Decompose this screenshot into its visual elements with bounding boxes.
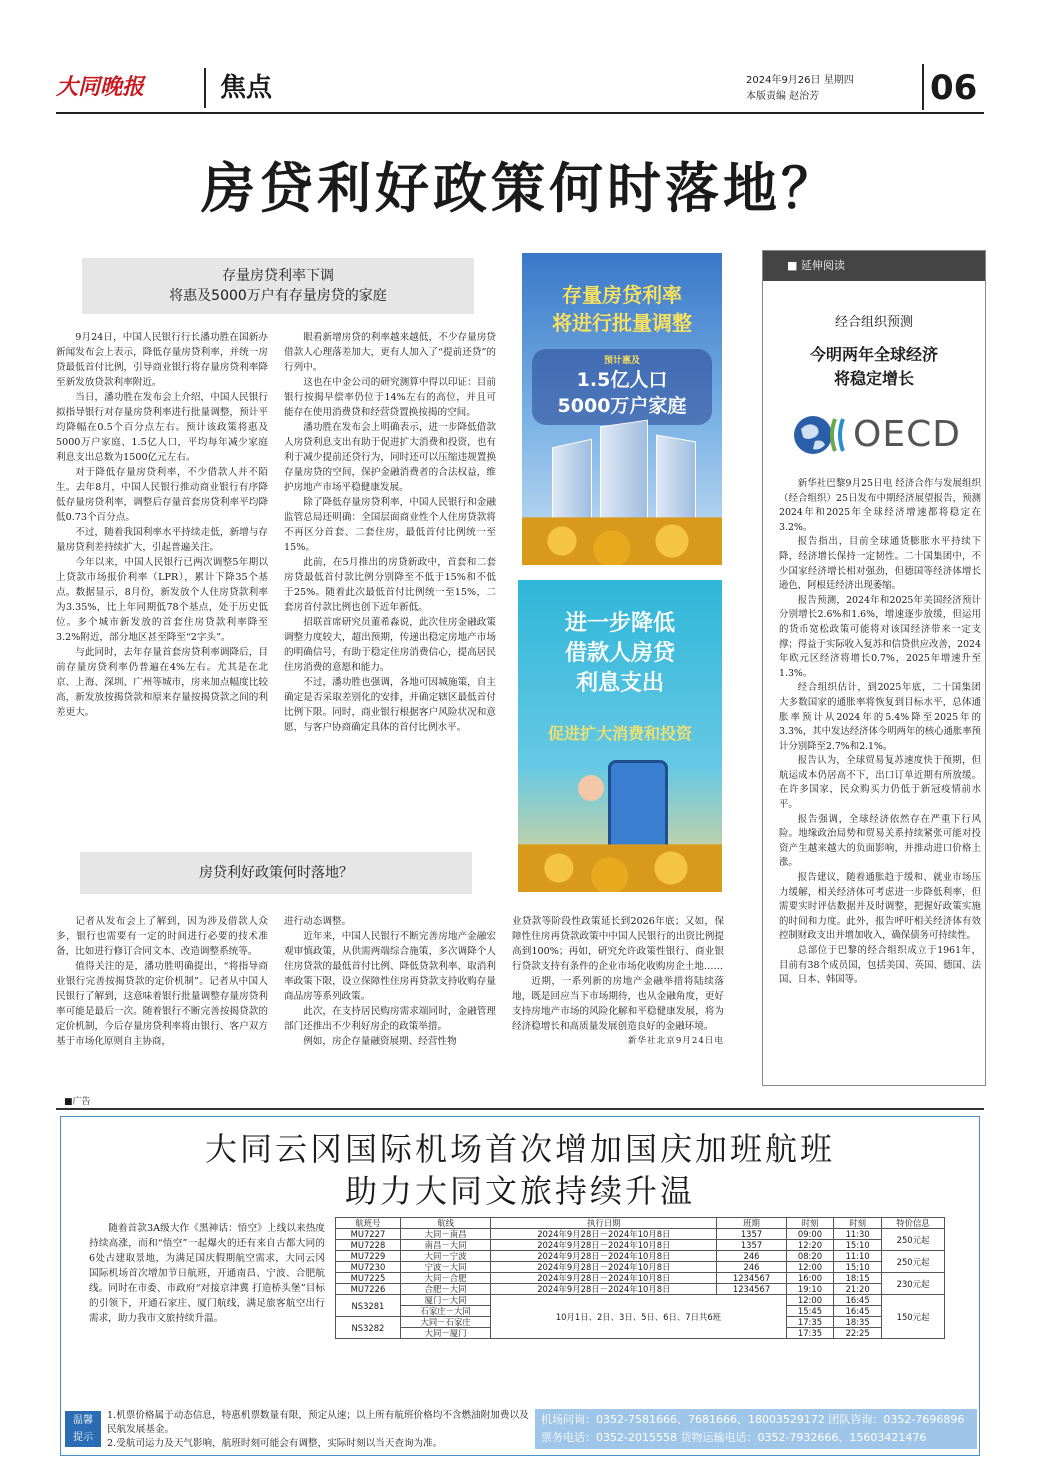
coins-graphic — [518, 812, 722, 892]
section-title: 焦点 — [220, 73, 273, 103]
table-header-row — [336, 1218, 945, 1229]
callout-line: 5000万户家庭 — [557, 395, 687, 417]
departure-time: 12:20 — [786, 1240, 834, 1251]
paragraph: 报告认为，全球贸易复苏速度快于预期，但航运成本仍居高不下，出口订单近期有所放缓。在许多国家，民众购买力仍低于新冠疫情前水平。 — [779, 755, 981, 811]
paragraph: 今年以来，中国人民银行已两次调整5年期以上贷款市场报价利率（LPR），累计下降35个基点。数据显示，8月份，新发放个人住房贷款利率为3.35%，比上年同期低78个基点，处于历史低位。多个城市新发放的首套住房贷款利率降至3.2%附近，部分地区甚至降至“2字头”。 — [56, 557, 268, 643]
oecd-logo-text: OECD — [853, 414, 961, 455]
contact-line: 票务电话：0352-2015558 货物运输电话：0352-7932666、15603421476 — [541, 1431, 927, 1444]
article-column-1 — [56, 330, 268, 720]
paragraph: 总部位于巴黎的经合组织成立于1961年，目前有38个成员国，包括美国、英国、德国、法国、日本、韩国等。 — [779, 945, 981, 986]
issue-date: 2024年9月26日 星期四 — [746, 75, 854, 86]
paragraph: 此前，在5月推出的房贷新政中，首套和二套房贷最低首付款比例分别降至不低于15%和不低于25%。随着此次最低首付比例统一至15%，二套房首付款比例也创下近年新低。 — [284, 557, 496, 613]
departure-time: 12:00 — [786, 1262, 834, 1273]
paragraph: 近期，一系列新的房地产金融举措将陆续落地，既是回应当下市场期待，也从金融角度，更好支持房地产市场的风险化解和平稳健康发展，将为经济稳增长和高质量发展创造良好的金融环境。 — [512, 976, 724, 1032]
flight-route: 南昌－大同 — [400, 1240, 490, 1251]
flight-number: MU7226 — [336, 1284, 401, 1295]
subheading-box: 房贷利好政策何时落地？ — [80, 852, 472, 894]
departure-time: 08:20 — [786, 1251, 834, 1262]
paragraph: 记者从发布会上了解到，因为涉及借款人众多，银行也需要有一定的时间进行必要的技术准备，比如进行修订合同文本、改造调整系统等。 — [56, 916, 268, 957]
paragraph: 此次，在支持居民购房需求端同时，金融管理部门还推出不少利好房企的政策举措。 — [284, 1006, 496, 1032]
paragraph: 近年来，中国人民银行不断完善房地产金融宏观审慎政策，从供需两端综合施策，多次调降个人住房贷款的最低首付比例、降低贷款利率、取消利率政策下限，设立保障性住房再贷款支持收购存量商品房等系列政策。 — [284, 931, 496, 1002]
tips-label — [65, 1411, 101, 1447]
flight-number: MU7229 — [336, 1251, 401, 1262]
flight-route: 大同－宁波 — [400, 1251, 490, 1262]
flight-dates: 2024年9月28日－2024年10月8日 — [491, 1273, 717, 1284]
illustration-title: 借款人房贷 — [564, 641, 675, 666]
paragraph: 与此同时，去年存量首套房贷利率调降后，目前存量房贷利率仍普遍在4%左右。尤其是在北京、上海、深圳、广州等城市，房来加点幅度比较高，新发放按揭贷款和原来存量按揭贷款之间的利差更大。 — [56, 647, 268, 718]
newspaper-logo: 大同晚报 — [56, 74, 145, 100]
paragraph: 除了降低存量房贷利率，中国人民银行和金融监管总局还明确：全国层面商业性个人住房贷款将不再区分首套、二套住房，最低首付比例统一至15%。 — [284, 497, 496, 553]
article-lower-column-3 — [512, 914, 724, 1049]
flight-dates: 2024年9月28日－2024年10月8日 — [491, 1284, 717, 1295]
table-row — [336, 1262, 945, 1273]
arrival-time: 15:10 — [834, 1240, 882, 1251]
paragraph: 业贷款等阶段性政策延长到2026年底；又如，保障性住房再贷款政策中中国人民银行的出资比例提高到100%；再如，研究允许政策性银行、商业银行贷款支持有条件的企业市场化收购房企土地…… — [512, 916, 724, 972]
tip-item: 1.机票价格属于动态信息，特惠机票数量有限，预定从速；以上所有航班价格均不含燃油附加费以及民航发展基金。 — [107, 1410, 529, 1435]
flight-schedule-table — [335, 1217, 945, 1339]
paragraph: 报告建议，随着通胀趋于缓和、就业市场压力缓解，相关经济体可考虑进一步降低利率，但需要实时评估数据并及时调整，把握好政策实施的时间和力度。此外，报告呼吁相关经济体有效控制财政支出并增加收入，确保债务可持续性。 — [779, 872, 981, 942]
departure-time: 09:00 — [786, 1229, 834, 1240]
paragraph: 报告预测，2024年和2025年美国经济预计分别增长2.6%和1.6%，增速逐步放缓，但运用的货币宽松政策可能将对该国经济带来一定支撑；得益于实际收入复苏和信贷供应改善，2024年欧元区经济将增长0.7%，2025年增速升至1.3%。 — [779, 594, 981, 679]
departure-time: 19:10 — [786, 1284, 834, 1295]
flight-route: 大同－南昌 — [400, 1229, 490, 1240]
paragraph: 招联首席研究员董希淼说，此次住房金融政策调整力度较大，超出预期，传递出稳定房地产市场的明确信号，有助于稳定住房消费信心，提高居民住房消费的意愿和能力。 — [284, 617, 496, 673]
illustration-title: 将进行批量调整 — [552, 311, 692, 335]
arrival-time: 22:25 — [834, 1328, 882, 1339]
oecd-logo — [791, 411, 971, 459]
paragraph: 当日，潘功胜在发布会上介绍，中国人民银行拟指导银行对存量房贷利率进行批量调整，预计平均降幅在0.5个百分点左右。预计该政策将惠及5000万户家庭、1.5亿人口，平均每年减少家庭利息支出总数为1500亿元左右。 — [56, 392, 268, 463]
paragraph: 报告指出，目前全球通货膨胀水平持续下降，经济增长保持一定韧性。二十国集团中，不少国家经济增长相对强劲，但德国等经济体增长逊色，阿根廷经济出现萎缩。 — [779, 536, 981, 592]
subheading-box — [82, 258, 474, 314]
departure-time: 16:00 — [786, 1273, 834, 1284]
subheading-line: 将惠及5000万户有存量房贷的家庭 — [169, 288, 387, 304]
departure-time: 15:45 — [786, 1306, 834, 1317]
policy-illustration-rates — [522, 253, 722, 565]
flight-route: 大同－厦门 — [400, 1328, 490, 1339]
arrival-time: 11:10 — [834, 1251, 882, 1262]
page-number: 06 — [930, 68, 978, 108]
departure-time: 17:35 — [786, 1317, 834, 1328]
table-row — [336, 1295, 945, 1306]
article-column-2 — [284, 330, 496, 735]
illustration-title: 进一步降低 — [564, 611, 675, 636]
ad-divider — [56, 1108, 984, 1110]
paragraph: 值得关注的是，潘功胜明确提出，“将指导商业银行完善按揭贷款的定价机制”。记者从中国人民银行了解到，这意味着银行批量调整存量房贷利率可能是最后一次。随着银行不断完善按揭贷款的定价机制，今后存量房贷利率将由银行、客户双方基于市场化原则自主协商， — [56, 961, 268, 1047]
person-graphic — [578, 775, 604, 801]
page-number-divider — [922, 64, 924, 110]
header-divider — [204, 68, 206, 108]
flight-number: NS3281 — [336, 1295, 401, 1317]
arrival-time: 16:45 — [834, 1295, 882, 1306]
flight-days: 1234567 — [717, 1273, 786, 1284]
illustration-callout — [532, 349, 712, 425]
flight-route: 石家庄－大同 — [400, 1306, 490, 1317]
byline: 新华社北京9月24日电 — [627, 1036, 724, 1046]
flight-route: 合肥－大同 — [400, 1284, 490, 1295]
paragraph: 对于降低存量房贷利率，不少借款人并不陌生。去年8月，中国人民银行推动商业银行有序降低存量房贷利率，调整后存量首套房贷利率平均降低0.73个百分点。 — [56, 467, 268, 523]
flight-days: 1357 — [717, 1240, 786, 1251]
article-lower-column-2 — [284, 914, 496, 1049]
sidebar-body — [779, 477, 981, 988]
sidebar-title-line: 今明两年全球经济 — [809, 345, 938, 364]
main-headline: 房贷利好政策何时落地？ — [201, 156, 839, 220]
column-header: 班期 — [717, 1218, 786, 1229]
flight-days: 246 — [717, 1262, 786, 1273]
coins-graphic — [522, 485, 722, 565]
paragraph: 眼看新增房贷的利率越来越低，不少存量房贷借款人心理落差加大，更有人加入了“提前还贷”的行列中。 — [284, 332, 496, 373]
page-editor: 本版责编 赵治芳 — [746, 91, 820, 102]
flight-days: 1357 — [717, 1229, 786, 1240]
tips-text — [107, 1409, 531, 1451]
callout-tag: 预计惠及 — [603, 356, 640, 366]
paragraph: 新华社巴黎9月25日电 经济合作与发展组织（经合组织）25日发布中期经济展望报告，预测2024年和2025年全球经济增速都将稳定在3.2%。 — [779, 478, 981, 533]
price-info: 250元起 — [881, 1251, 944, 1273]
arrival-time: 21:20 — [834, 1284, 882, 1295]
table-row — [336, 1251, 945, 1262]
sidebar-tag: ■ 延伸阅读 — [763, 251, 985, 281]
contact-line: 机场问询：0352-7581666、7681666、18003529172 团队咨询：0352-7696896 — [541, 1413, 965, 1426]
ad-intro: 随着首款3A级大作《黑神话：悟空》上线以来热度持续高涨，而和“悟空”一起爆火的还有来自古都大同的6处古建取景地，为满足国庆假期航空需求，大同云冈国际机场首次增加节日航班，开通南昌、宁波、合肥航线。同时在市委、市政府“对接京津冀 打造桥头堡”目标的引领下，开通石家庄、厦门航线，满足旅客航空出行需求，助力我市文旅持续升温。 — [89, 1223, 325, 1324]
price-info: 230元起 — [881, 1273, 944, 1295]
arrival-time: 16:45 — [834, 1306, 882, 1317]
sidebar-pretitle: 经合组织预测 — [834, 315, 913, 330]
paragraph: 这也在中金公司的研究测算中得以印证：目前银行按揭早偿率仍位于14%左右的高位，并且可能存在使用消费贷和经营贷置换按揭的空间。 — [284, 377, 496, 418]
departure-time: 17:35 — [786, 1328, 834, 1339]
flight-number: NS3282 — [336, 1317, 401, 1339]
flight-dates: 2024年9月28日－2024年10月8日 — [491, 1251, 717, 1262]
flight-days: 1234567 — [717, 1284, 786, 1295]
policy-illustration-interest — [518, 580, 722, 892]
paragraph: 报告强调，全球经济依然存在严重下行风险。地缘政治局势和贸易关系持续紧张可能对投资产生越来越大的负面影响，并推动进口价格上涨。 — [779, 813, 981, 869]
tips-bar — [65, 1407, 977, 1451]
price-info: 250元起 — [881, 1229, 944, 1251]
arrival-time: 18:15 — [834, 1273, 882, 1284]
ad-title: 助力大同文旅持续升温 — [344, 1172, 695, 1210]
column-header: 航班号 — [336, 1218, 401, 1229]
illustration-subtitle: 促进扩大消费和投资 — [547, 724, 692, 743]
flight-number: MU7230 — [336, 1262, 401, 1273]
flight-days: 246 — [717, 1251, 786, 1262]
tip-item: 2.受航司运力及天气影响，航班时刻可能会有调整，实际时刻以当天查询为准。 — [107, 1438, 443, 1449]
paragraph: 不过，随着我国利率水平持续走低，新增与存量房贷利差持续扩大，引起普遍关注。 — [56, 527, 268, 553]
flight-route: 宁波－大同 — [400, 1262, 490, 1273]
page-header — [56, 62, 984, 114]
column-header: 航线 — [400, 1218, 490, 1229]
table-row — [336, 1273, 945, 1284]
flight-schedule: 10月1日、2日、3日、5日、6日、7日共6班 — [491, 1295, 786, 1339]
subheading-line: 存量房贷利率下调 — [222, 268, 334, 284]
illustration-title: 存量房贷利率 — [562, 283, 682, 307]
arrival-time: 15:10 — [834, 1262, 882, 1273]
flight-route: 厦门－大同 — [400, 1295, 490, 1306]
flight-dates: 2024年9月28日－2024年10月8日 — [491, 1240, 717, 1251]
table-row — [336, 1240, 945, 1251]
illustration-title: 利息支出 — [575, 671, 664, 696]
flight-dates: 2024年9月28日－2024年10月8日 — [491, 1229, 717, 1240]
departure-time: 12:00 — [786, 1295, 834, 1306]
airport-advertisement — [60, 1116, 980, 1456]
flight-number: MU7227 — [336, 1229, 401, 1240]
paragraph: 不过，潘功胜也强调，各地可因城施策，自主确定是否采取差别化的安排，并确定辖区最低首付比例下限。同时，商业银行根据客户风险状况和意愿，与客户协商确定具体的首付比例水平。 — [284, 677, 496, 733]
flight-dates: 2024年9月28日－2024年10月8日 — [491, 1262, 717, 1273]
ad-title: 大同云冈国际机场首次增加国庆加班航班 — [204, 1130, 835, 1168]
arrival-time: 11:30 — [834, 1229, 882, 1240]
table-row — [336, 1284, 945, 1295]
paragraph: 经合组织估计，到2025年底，二十国集团大多数国家的通胀率将恢复到目标水平，总体通胀率预计从2024年的5.4%降至2025年的3.3%，其中发达经济体今明两年的核心通胀率预计分别降至2.7%和2.1%。 — [779, 682, 981, 752]
paragraph: 9月24日，中国人民银行行长潘功胜在国新办新闻发布会上表示，降低存量房贷利率，并统一房贷最低首付比例，引导商业银行将存量房贷利率降至新发放贷款利率附近。 — [56, 332, 268, 388]
column-header: 时刻 — [834, 1218, 882, 1229]
callout-line: 1.5亿人口 — [576, 369, 668, 391]
sidebar-title-line: 将稳定增长 — [833, 369, 914, 388]
tips-label-line: 温馨 — [73, 1415, 93, 1426]
contact-info — [535, 1409, 977, 1449]
paragraph: 潘功胜在发布会上明确表示，进一步降低借款人房贷利息支出有助于促进扩大消费和投资，也有利于减少提前还贷行为，同时还可以压缩违规置换存量房贷的空间，保护金融消费者的合法权益，维护房地产市场平稳健康发展。 — [284, 422, 496, 493]
table-row — [336, 1229, 945, 1240]
article-lower-column-1 — [56, 914, 268, 1049]
column-header: 执行日期 — [491, 1218, 717, 1229]
arrival-time: 18:35 — [834, 1317, 882, 1328]
ad-label: ■广告 — [64, 1097, 91, 1107]
paragraph: 例如，房企存量融资展期、经营性物 — [303, 1036, 457, 1047]
price-info: 150元起 — [881, 1295, 944, 1339]
paragraph: 进行动态调整。 — [284, 916, 352, 927]
flight-number: MU7225 — [336, 1273, 401, 1284]
extended-reading-sidebar — [762, 250, 986, 1086]
sidebar-title — [763, 343, 985, 391]
tips-label-line: 提示 — [73, 1432, 93, 1443]
flight-route: 大同－合肥 — [400, 1273, 490, 1284]
flight-route: 大同－石家庄 — [400, 1317, 490, 1328]
flight-number: MU7228 — [336, 1240, 401, 1251]
column-header: 时刻 — [786, 1218, 834, 1229]
column-header: 特价信息 — [881, 1218, 944, 1229]
